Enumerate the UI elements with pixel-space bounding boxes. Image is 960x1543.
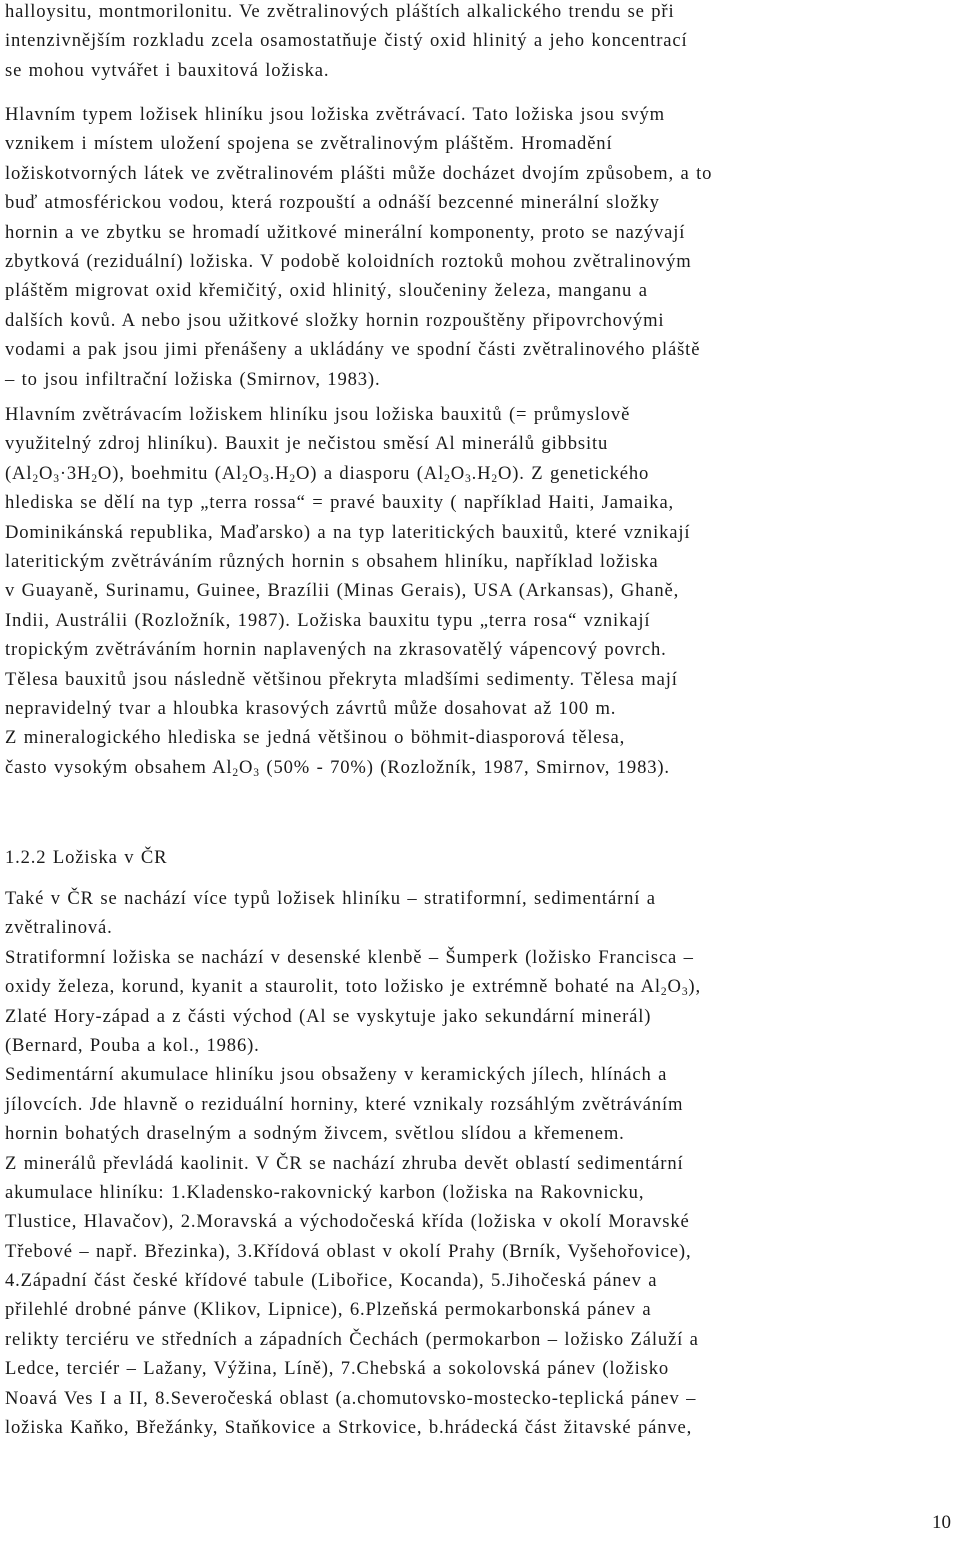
text-line: Tělesa bauxitů jsou následně většinou překryta mladšími sedimenty. Tělesa mají [5, 668, 678, 690]
text-line: využitelný zdroj hliníku). Bauxit je nečistou směsí Al minerálů gibbsitu [5, 433, 609, 455]
text-line: ložiska Kaňko, Břežánky, Staňkovice a Strkovice, b.hrádecká část žitavské pánve, [5, 1417, 693, 1439]
page-number: 10 [932, 1512, 951, 1533]
text-line: akumulace hliníku: 1.Kladensko-rakovnický karbon (ložiska na Rakovnicku, [5, 1181, 645, 1203]
text-line: přilehlé drobné pánve (Klikov, Lipnice), 6.Plzeňská permokarbonská pánev a [5, 1299, 652, 1321]
text-line: hornin bohatých draselným a sodným živcem, světlou slídou a křemenem. [5, 1123, 625, 1145]
text-line: Také v ČR se nachází více typů ložisek hliníku – stratiformní, sedimentární a [5, 888, 656, 909]
text-line: Sedimentární akumulace hliníku jsou obsaženy v keramických jílech, hlínách a [5, 1064, 668, 1086]
text-line: jílovcích. Jde hlavně o reziduální horniny, které vznikaly rozsáhlým zvětráváním [5, 1093, 684, 1115]
text-line: Tlustice, Hlavačov), 2.Moravská a východočeská křída (ložiska v okolí Moravské [5, 1211, 690, 1233]
text-line: hlediska se dělí na typ „terra rossa“ = pravé bauxity ( například Haiti, Jamaika, [5, 492, 675, 514]
text-line-formula: $(Al_2O_3\cdot 3H_2O)$, boehmitu $(Al_2O_3.H_2O)$ a diasporu $(Al_2O_3.H_2O)$. Z genetického [5, 462, 650, 485]
text-line: Stratiformní ložiska se nachází v desenské klenbě – Šumperk (ložisko Francisca – [5, 946, 694, 968]
paragraph-deposits-cr [5, 884, 953, 1442]
text-line: Z mineralogického hlediska se jedná většinou o böhmit-diasporová tělesa, [5, 727, 626, 749]
text-line: v Guayaně, Surinamu, Guinee, Brazílii (Minas Gerais), USA (Arkansas), Ghaně, [5, 580, 680, 602]
text-line: 4.Západní část české křídové tabule (Libořice, Kocanda), 5.Jihočeská pánev a [5, 1270, 658, 1292]
text-line: zvětralinová. [5, 917, 113, 939]
text-line: se mohou vytvářet i bauxitová ložiska. [5, 59, 330, 81]
text-line: Třebové – např. Březinka), 3.Křídová oblast v okolí Prahy (Brník, Vyšehořovice), [5, 1240, 692, 1262]
text-line: nepravidelný tvar a hloubka krasových závrtů může dosahovat až 100 m. [5, 697, 617, 719]
text-line: Hlavním typem ložisek hliníku jsou ložiska zvětrávací. Tato ložiska jsou svým [5, 104, 665, 125]
text-line: – to jsou infiltrační ložiska (Smirnov, 1983). [5, 368, 381, 390]
text-line: (Bernard, Pouba a kol., 1986). [5, 1034, 260, 1056]
text-line: intenzivnějším rozkladu zcela osamostatňuje čistý oxid hlinitý a jeho koncentrací [5, 30, 688, 52]
text-line: Ledce, terciér – Lažany, Výžina, Líně), 7.Chebská a sokolovská pánev (ložisko [5, 1358, 670, 1380]
heading-text: 1.2.2 Ložiska v ČR [5, 847, 168, 868]
text-line: lateritickým zvětráváním různých hornin s obsahem hliníku, například ložiska [5, 550, 659, 572]
text-line: relikty terciéru ve středních a západních Čechách (permokarbon – ložisko Záluží a [5, 1328, 699, 1350]
text-line: vznikem i místem uložení spojena se zvětralinovým pláštěm. Hromadění [5, 133, 613, 155]
text-line-formula: často vysokým obsahem $Al_2O_3$ (50% - 70%) (Rozložník, 1987, Smirnov, 1983). [5, 756, 670, 779]
text-line: buď atmosférickou vodou, která rozpouští a odnáší bezcenné minerální složky [5, 192, 660, 214]
text-line: Zlaté Hory-západ a z části východ (Al se vyskytuje jako sekundární minerál) [5, 1005, 652, 1027]
text-line: Hlavním zvětrávacím ložiskem hliníku jsou ložiska bauxitů (= průmyslově [5, 404, 631, 425]
text-line: dalších kovů. A nebo jsou užitkové složky hornin rozpouštěny připovrchovými [5, 309, 665, 331]
text-line: Indii, Austrálii (Rozložník, 1987). Ložiska bauxitu typu „terra rosa“ vznikají [5, 609, 651, 631]
paragraph-bauxite [5, 400, 953, 782]
text-line: tropickým zvětráváním hornin naplavených na zkrasovatělý vápencový povrch. [5, 639, 667, 661]
text-line: Z minerálů převládá kaolinit. V ČR se nachází zhruba devět oblastí sedimentární [5, 1152, 684, 1174]
paragraph-weathering-deposits [5, 100, 953, 394]
text-line: ložiskotvorných látek ve zvětralinovém plášti může docházet dvojím způsobem, a to [5, 162, 713, 184]
section-heading [5, 843, 953, 872]
text-line: hornin a ve zbytku se hromadí užitkové minerální komponenty, proto se nazývají [5, 221, 686, 243]
text-line-formula: oxidy železa, korund, kyanit a staurolit, toto ložisko je extrémně bohaté na $Al_2O_3$), [5, 976, 701, 999]
text-line: Dominikánská republika, Maďarsko) a na typ lateritických bauxitů, které vznikají [5, 521, 691, 543]
text-line: Noavá Ves I a II, 8.Severočeská oblast (a.chomutovsko-mostecko-teplická pánev – [5, 1387, 697, 1409]
text-line: vodami a pak jsou jimi přenášeny a ukládány ve spodní části zvětralinového pláště [5, 339, 701, 361]
text-line: zbytková (reziduální) ložiska. V podobě koloidních roztoků mohou zvětralinovým [5, 250, 692, 272]
text-line: halloysitu, montmorilonitu. Ve zvětralinových pláštích alkalického trendu se při [5, 1, 675, 22]
paragraph-bauxite-intro [5, 0, 953, 85]
text-line: pláštěm migrovat oxid křemičitý, oxid hlinitý, sloučeniny železa, manganu a [5, 280, 648, 302]
